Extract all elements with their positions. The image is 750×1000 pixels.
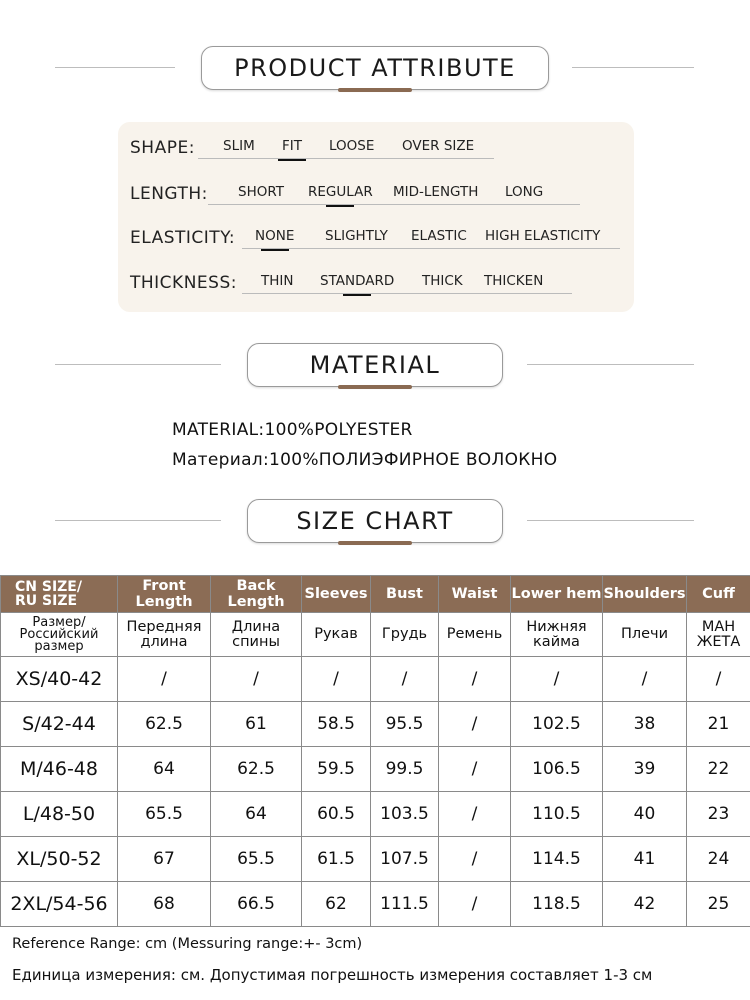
title-underline — [338, 541, 412, 545]
header-label: CN SIZE/ RU SIZE — [15, 579, 82, 609]
table-cell: 25 — [687, 882, 750, 927]
table-cell: / — [439, 837, 511, 882]
option-label: STANDARD — [320, 273, 395, 289]
header-cell-ru: Плечи — [603, 613, 687, 657]
option-slim: SLIM — [223, 138, 255, 154]
table-cell: 65.5 — [118, 792, 211, 837]
attribute-underline — [208, 204, 580, 205]
selected-marker — [343, 294, 371, 297]
section-title-attribute — [201, 46, 549, 90]
option-slightly: SLIGHTLY — [325, 228, 388, 244]
header-cell-ru: Рукав — [302, 613, 371, 657]
option-label: FIT — [282, 138, 302, 154]
table-cell: 110.5 — [511, 792, 603, 837]
table-cell: / — [211, 657, 302, 702]
header-cell: Cuff — [687, 576, 750, 613]
option-thick: THICK — [422, 273, 463, 289]
size-chart-table — [0, 575, 750, 927]
table-cell: 68 — [118, 882, 211, 927]
divider-line — [572, 67, 694, 68]
table-cell: 61 — [211, 702, 302, 747]
table-cell: 103.5 — [371, 792, 439, 837]
table-cell: / — [371, 657, 439, 702]
header-cell-ru: МАН ЖЕТА — [687, 613, 750, 657]
table-row — [1, 882, 750, 927]
table-cell: 107.5 — [371, 837, 439, 882]
material-text-ru: Материал:100%ПОЛИЭФИРНОЕ ВОЛОКНО — [172, 450, 558, 470]
table-cell: 64 — [211, 792, 302, 837]
table-cell: 106.5 — [511, 747, 603, 792]
option-regular — [308, 184, 373, 200]
option-none — [255, 228, 294, 244]
table-cell: 66.5 — [211, 882, 302, 927]
table-row — [1, 657, 750, 702]
reference-note-ru: Единица измерения: см. Допустимая погрешность измерения составляет 1-3 см — [12, 966, 653, 984]
attribute-label: THICKNESS: — [130, 273, 237, 293]
attribute-row-thickness — [118, 271, 634, 297]
table-row — [1, 837, 750, 882]
option-label: REGULAR — [308, 184, 373, 200]
table-cell: 114.5 — [511, 837, 603, 882]
header-cell-ru: Нижняя кайма — [511, 613, 603, 657]
table-cell: 60.5 — [302, 792, 371, 837]
size-label-cell: 2XL/54-56 — [1, 882, 118, 927]
header-cell-ru: Ремень — [439, 613, 511, 657]
attribute-row-length — [118, 182, 634, 208]
table-row — [1, 792, 750, 837]
table-cell: / — [687, 657, 750, 702]
table-row — [1, 747, 750, 792]
table-cell: 95.5 — [371, 702, 439, 747]
divider-line — [55, 364, 221, 365]
header-cell: Bust — [371, 576, 439, 613]
table-cell: 65.5 — [211, 837, 302, 882]
table-cell: 38 — [603, 702, 687, 747]
header-cell-ru: Размер/ Российский размер — [1, 613, 118, 657]
divider-line — [527, 364, 694, 365]
table-cell: / — [603, 657, 687, 702]
table-cell: 23 — [687, 792, 750, 837]
table-cell: / — [439, 702, 511, 747]
table-cell: 61.5 — [302, 837, 371, 882]
table-cell: / — [118, 657, 211, 702]
selected-marker — [261, 249, 289, 252]
table-cell: 62.5 — [211, 747, 302, 792]
section-title-size-chart — [247, 499, 503, 543]
option-thicken: THICKEN — [484, 273, 544, 289]
table-cell: / — [439, 747, 511, 792]
selected-marker — [278, 159, 306, 162]
header-cell-ru: Длина спины — [211, 613, 302, 657]
reference-note-en: Reference Range: cm (Messuring range:+- 3cm) — [12, 936, 363, 952]
table-header-row — [1, 576, 750, 613]
section-title-material — [247, 343, 503, 387]
option-mid-length: MID-LENGTH — [393, 184, 479, 200]
divider-line — [55, 520, 221, 521]
table-cell: / — [439, 792, 511, 837]
material-text-en: MATERIAL:100%POLYESTER — [172, 420, 413, 440]
table-cell: / — [439, 882, 511, 927]
option-fit — [282, 138, 302, 154]
table-cell: 42 — [603, 882, 687, 927]
table-cell: 58.5 — [302, 702, 371, 747]
option-thin: THIN — [261, 273, 294, 289]
header-cell-ru: Грудь — [371, 613, 439, 657]
size-label-cell: XL/50-52 — [1, 837, 118, 882]
option-loose: LOOSE — [329, 138, 375, 154]
attribute-label: SHAPE: — [130, 138, 195, 158]
attribute-label: LENGTH: — [130, 184, 208, 204]
size-label-cell: L/48-50 — [1, 792, 118, 837]
section-title-text: SIZE CHART — [296, 507, 454, 535]
section-title-text: MATERIAL — [309, 351, 441, 379]
table-cell: 64 — [118, 747, 211, 792]
table-cell: / — [511, 657, 603, 702]
header-cell: Waist — [439, 576, 511, 613]
table-cell: 21 — [687, 702, 750, 747]
option-elastic: ELASTIC — [411, 228, 467, 244]
option-short: SHORT — [238, 184, 284, 200]
table-cell: 62 — [302, 882, 371, 927]
table-row — [1, 702, 750, 747]
option-label: NONE — [255, 228, 295, 244]
header-cell-ru: Передняя длина — [118, 613, 211, 657]
table-cell: 22 — [687, 747, 750, 792]
attribute-row-shape — [118, 136, 634, 162]
table-cell: 111.5 — [371, 882, 439, 927]
table-cell: / — [302, 657, 371, 702]
table-cell: 24 — [687, 837, 750, 882]
table-cell: / — [439, 657, 511, 702]
table-header-row-ru — [1, 613, 750, 657]
header-cell — [1, 576, 118, 613]
table-cell: 41 — [603, 837, 687, 882]
option-standard — [320, 273, 394, 289]
size-label-cell: M/46-48 — [1, 747, 118, 792]
table-cell: 67 — [118, 837, 211, 882]
table-cell: 39 — [603, 747, 687, 792]
header-cell: Lower hem — [511, 576, 603, 613]
table-cell: 102.5 — [511, 702, 603, 747]
header-cell: Back Length — [211, 576, 302, 613]
table-cell: 40 — [603, 792, 687, 837]
table-cell: 59.5 — [302, 747, 371, 792]
section-title-text: PRODUCT ATTRIBUTE — [234, 54, 516, 82]
attribute-row-elasticity — [118, 226, 634, 252]
attribute-underline — [242, 248, 620, 249]
option-high-elasticity: HIGH ELASTICITY — [485, 228, 601, 244]
title-underline — [338, 385, 412, 389]
header-cell: Sleeves — [302, 576, 371, 613]
table-cell: 62.5 — [118, 702, 211, 747]
header-cell: Front Length — [118, 576, 211, 613]
attribute-underline — [198, 158, 494, 159]
title-underline — [338, 88, 412, 92]
size-label-cell: XS/40-42 — [1, 657, 118, 702]
option-long: LONG — [505, 184, 544, 200]
attribute-panel — [118, 122, 634, 312]
attribute-underline — [242, 293, 572, 294]
option-over-size: OVER SIZE — [402, 138, 475, 154]
header-cell: Shoulders — [603, 576, 687, 613]
divider-line — [527, 520, 694, 521]
attribute-label: ELASTICITY: — [130, 228, 236, 248]
size-label-cell: S/42-44 — [1, 702, 118, 747]
table-cell: 99.5 — [371, 747, 439, 792]
table-cell: 118.5 — [511, 882, 603, 927]
divider-line — [55, 67, 175, 68]
selected-marker — [326, 205, 354, 208]
